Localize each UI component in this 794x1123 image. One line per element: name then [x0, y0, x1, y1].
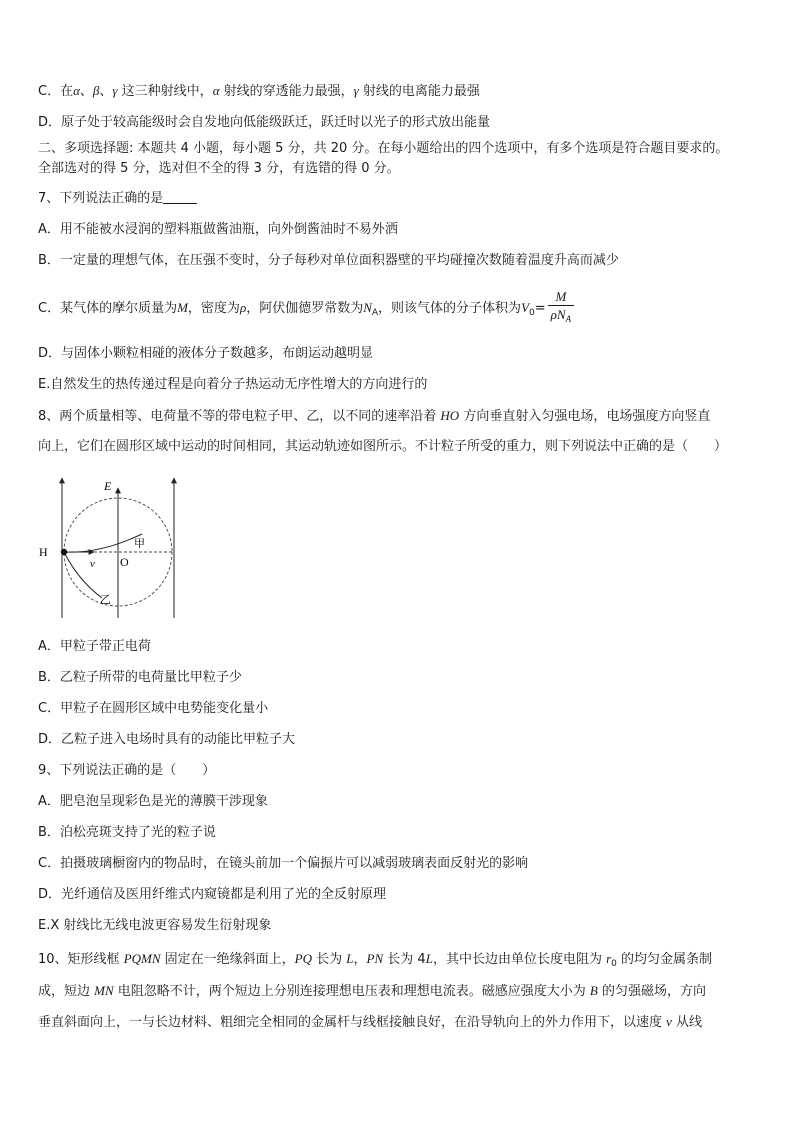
q8-stem-text-1: 8、两个质量相等、电荷量不等的带电粒子甲、乙，以不同的速率沿着	[38, 409, 441, 424]
q10-text: 长为	[312, 952, 347, 967]
q8-option-c: C．甲粒子在圆形区域中电势能变化量小	[38, 701, 269, 716]
velocity-v: v	[666, 1014, 672, 1029]
density-symbol: ρ	[239, 300, 247, 315]
q9-stem: 9、下列说法正确的是（ ）	[38, 763, 216, 778]
q7-option-e: E.自然发生的热传递过程是向着分子热运动无序性增大的方向进行的	[38, 377, 428, 392]
q7-option-a: A．用不能被水浸润的塑料瓶做酱油瓶，向外倒酱油时不易外洒	[38, 222, 398, 237]
answer-blank	[163, 191, 197, 204]
side-pq: PQ	[294, 951, 313, 966]
q10-line3	[38, 1013, 702, 1032]
equals-sign: =	[534, 301, 546, 316]
q10-text: 垂直斜面向上，一与长边材料、粗细完全相同的金属杆与线框接触良好，在沿导轨向上的外力作用下，以速度	[38, 1015, 667, 1030]
q10-line1	[38, 950, 712, 973]
q6-option-c-text-4: 射线的电离能力最强	[358, 84, 480, 99]
volume-symbol: V	[521, 300, 530, 315]
q7-option-c-text-4: ，则该气体的分子体积为	[378, 301, 522, 316]
volume-subscript: 0	[529, 308, 535, 318]
separator: 、	[99, 84, 113, 99]
q7-option-c-text-3: ，阿伏伽德罗常数为	[246, 301, 364, 316]
q9-option-e: E.X 射线比无线电波更容易发生衍射现象	[38, 918, 272, 933]
label-jia: 甲	[134, 537, 145, 550]
q7-stem-text: 7、下列说法正确的是	[38, 191, 164, 206]
trajectory-yi	[64, 552, 102, 598]
q6-option-c-text-1: C．在	[38, 84, 74, 99]
q10-text: ，其中长边由单位长度电阻为	[432, 952, 607, 967]
alpha-symbol: α	[212, 83, 220, 98]
avogadro-subscript: A	[371, 308, 379, 318]
molar-mass-symbol: M	[177, 300, 188, 315]
q9-option-b: B．泊松亮斑支持了光的粒子说	[38, 825, 216, 840]
q10-text: 的匀强磁场，方向	[597, 984, 706, 999]
resistance-subscript: 0	[611, 959, 617, 969]
q10-text: 从线	[671, 1015, 703, 1030]
avogadro-symbol: N	[363, 300, 372, 315]
q7-option-d: D．与固体小颗粒相碰的液体分子数越多，布朗运动越明显	[38, 346, 374, 361]
side-pn: PN	[366, 951, 384, 966]
fraction-denominator	[548, 305, 574, 328]
fraction-numerator: M	[555, 289, 567, 304]
q8-stem-line1	[38, 407, 710, 426]
q9-option-c: C．拍摄玻璃橱窗内的物品时，在镜头前加一个偏振片可以减弱玻璃表面反射光的影响	[38, 856, 529, 871]
side-mn: MN	[94, 983, 114, 998]
point-h	[61, 549, 67, 555]
separator: 、	[79, 84, 93, 99]
q8-option-a: A．甲粒子带正电荷	[38, 639, 151, 654]
label-o: O	[120, 555, 129, 569]
q10-text: 电阻忽略不计，两个短边上分别连接理想电压表和理想电流表。磁感应强度大小为	[113, 984, 590, 999]
q6-option-d: D．原子处于较高能级时会自发地向低能级跃迁，跃迁时以光子的形式放出能量	[38, 115, 491, 130]
q9-option-a: A．肥皂泡呈现彩色是光的薄膜干涉现象	[38, 794, 268, 809]
label-yi: 乙	[100, 593, 111, 606]
fraction-denominator-text: ρN	[550, 307, 566, 322]
q10-text: 的均匀金属条制	[616, 952, 713, 967]
direction-ho: HO	[440, 408, 460, 423]
label-e: E	[104, 479, 112, 493]
volume-fraction	[548, 289, 574, 328]
q7-stem	[38, 190, 197, 208]
length-l: L	[346, 951, 354, 966]
beta-symbol: β	[92, 83, 100, 98]
trajectory-jia	[64, 534, 142, 552]
q10-text: 10、矩形线框	[38, 952, 124, 967]
q7-option-c-text-1: C．某气体的摩尔质量为	[38, 301, 178, 316]
q6-option-c-text-3: 射线的穿透能力最强，	[219, 84, 354, 99]
gamma-symbol: γ	[353, 83, 359, 98]
fraction-denominator-subscript: A	[565, 314, 572, 324]
q10-text: 成，短边	[38, 984, 95, 999]
section2-instructions-line2: 全部选对的得 5 分，选对但不全的得 3 分，有选错的得 0 分。	[38, 161, 400, 176]
label-v: v	[90, 558, 95, 570]
magnetic-field-b: B	[589, 983, 598, 998]
gamma-symbol: γ	[112, 83, 118, 98]
q8-stem-line2: 向上，它们在圆形区域中运动的时间相同，其运动轨迹如图所示。不计粒子所受的重力，则下列说法中正确的是（ ）	[38, 439, 728, 454]
q6-option-c-text-2: 这三种射线中，	[117, 84, 213, 99]
electric-field-diagram	[38, 472, 198, 620]
section2-instructions-line1: 二、多项选择题: 本题共 4 小题，每小题 5 分，共 20 分。在每小题给出的四个选项中，有多个选项是符合题目要求的。	[38, 141, 729, 156]
q7-option-c-text-2: ，密度为	[187, 301, 240, 316]
q7-option-b: B．一定量的理想气体，在压强不变时，分子每秒对单位面积器壁的平均碰撞次数随着温度升高而减少	[38, 253, 619, 268]
q7-option-c	[38, 286, 574, 335]
label-h: H	[39, 545, 48, 559]
q10-text: ，	[353, 952, 367, 967]
q6-option-c	[38, 82, 480, 101]
length-l: L	[425, 951, 433, 966]
q9-option-d: D．光纤通信及医用纤维式内窥镜都是利用了光的全反射原理	[38, 887, 387, 902]
q8-option-b: B．乙粒子所带的电荷量比甲粒子少	[38, 670, 242, 685]
q10-text: 长为 4	[383, 952, 426, 967]
q8-stem-text-2: 方向垂直射入匀强电场，电场强度方向竖直	[459, 409, 711, 424]
q10-text: 固定在一绝缘斜面上，	[160, 952, 295, 967]
q10-line2	[38, 982, 706, 1001]
resistance-r0: r	[606, 951, 612, 966]
q8-option-d: D．乙粒子进入电场时具有的动能比甲粒子大	[38, 732, 296, 747]
frame-pqmn: PQMN	[123, 951, 161, 966]
alpha-symbol: α	[73, 83, 80, 98]
